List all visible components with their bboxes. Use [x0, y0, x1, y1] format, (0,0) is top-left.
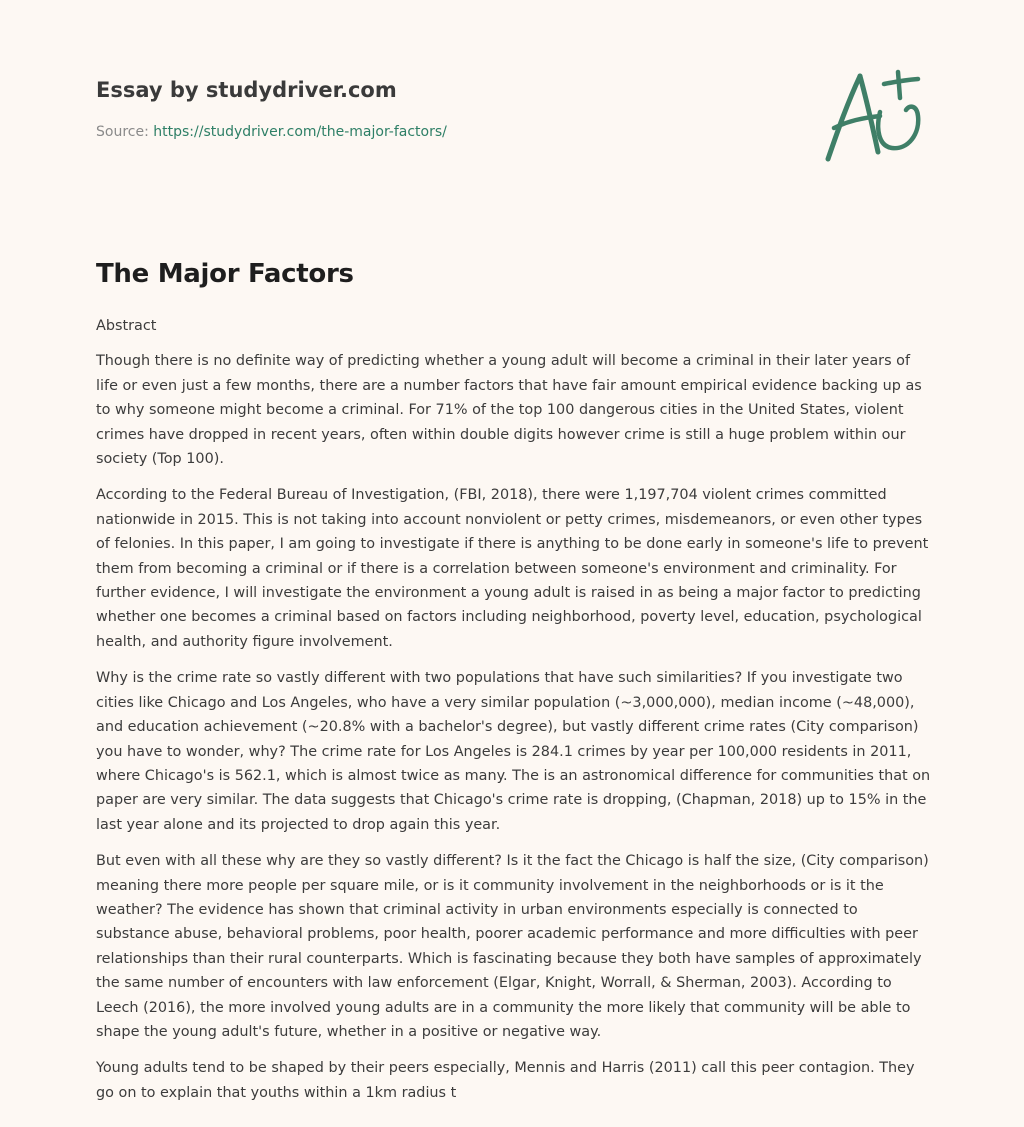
- source-label: Source:: [96, 124, 149, 140]
- paragraph: But even with all these why are they so vastly different? Is it the fact the Chicago is half the size, (City comparison) meaning there more people per square mile, or is it community involvement in the neighborhoods or is it the weather? The evidence has shown that criminal activity in urban environments especially is connected to substance abuse, behavioral problems, poor health, poorer academic performance and more difficulties with peer relationships than their rural counterparts. Which is fascinating because they both have samples of approximately the same number of encounters with law enforcement (Elgar, Knight, Worrall, & Sherman, 2003). According to Leech (2016), the more involved young adults are in a community the more likely that community will be able to shape the young adult's future, whether in a positive or negative way.: [96, 853, 929, 1040]
- a-plus-logo-icon: [822, 66, 928, 166]
- essay-header: [96, 74, 796, 142]
- brand-title: Essay by studydriver.com: [96, 78, 397, 102]
- paragraph: According to the Federal Bureau of Investigation, (FBI, 2018), there were 1,197,704 violent crimes committed nationwide in 2015. This is not taking into account nonviolent or petty crimes, misdemeanors, or even other types of felonies. In this paper, I am going to investigate if there is anything to be done early in someone's life to prevent them from becoming a criminal or if there is a correlation between someone's environment and criminality. For further evidence, I will investigate the environment a young adult is raised in as being a major factor to predicting whether one becomes a criminal based on factors including neighborhood, poverty level, education, psychological health, and authority figure involvement.: [96, 487, 929, 650]
- source-link[interactable]: https://studydriver.com/the-major-factors/: [153, 124, 447, 140]
- source-line: [96, 122, 796, 142]
- paragraph: Though there is no definite way of predicting whether a young adult will become a criminal in their later years of life or even just a few months, there are a number factors that have fair amount empirical evidence backing up as to why someone might become a criminal. For 71% of the top 100 dangerous cities in the United States, violent crimes have dropped in recent years, often within double digits however crime is still a huge problem within our society (Top 100).: [96, 353, 922, 468]
- page-title: The Major Factors: [96, 259, 354, 289]
- essay-body: [96, 314, 932, 1117]
- abstract-heading: Abstract: [96, 318, 157, 334]
- paragraph: Young adults tend to be shaped by their peers especially, Mennis and Harris (2011) call this peer contagion. They go on to explain that youths within a 1km radius t: [96, 1060, 915, 1101]
- paragraph: Why is the crime rate so vastly different with two populations that have such similarities? If you investigate two cities like Chicago and Los Angeles, who have a very similar population (~3,000,000), median income (~48,000), and education achievement (~20.8% with a bachelor's degree), but vastly different crime rates (City comparison) you have to wonder, why? The crime rate for Los Angeles is 284.1 crimes by year per 100,000 residents in 2011, where Chicago's is 562.1, which is almost twice as many. The is an astronomical difference for communities that on paper are very similar. The data suggests that Chicago's crime rate is dropping, (Chapman, 2018) up to 15% in the last year alone and its projected to drop again this year.: [96, 670, 931, 833]
